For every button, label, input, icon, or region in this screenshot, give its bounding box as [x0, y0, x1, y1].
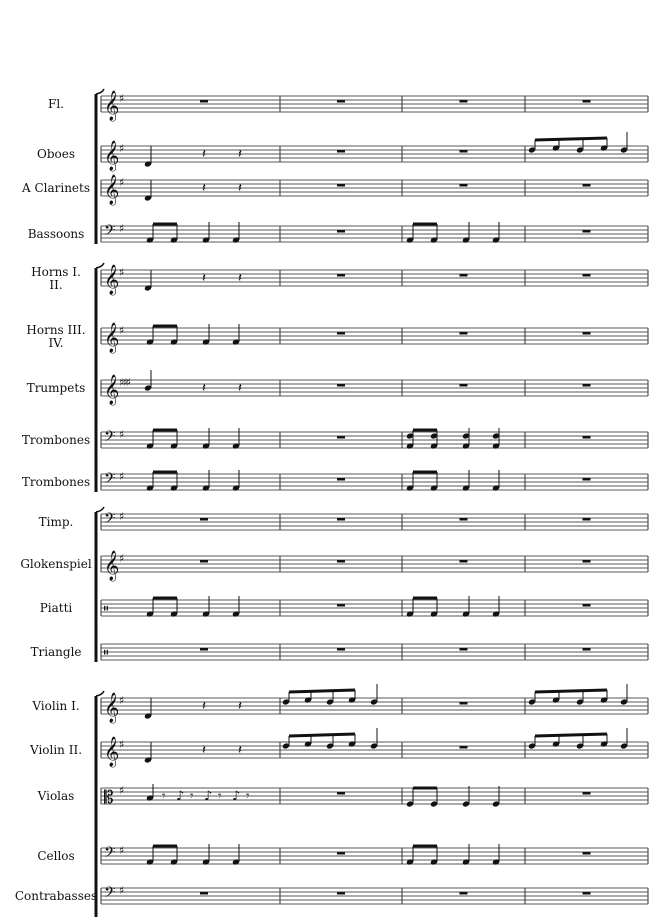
key-signature: ♯ — [119, 470, 123, 483]
instrument-label: Bassoons — [27, 227, 85, 241]
quarter-rest: 𝄽 — [202, 271, 206, 286]
key-signature: ♯ — [119, 884, 123, 897]
eighth-figure: ♪ — [176, 789, 185, 804]
clef-bass: 𝄢 — [104, 428, 116, 449]
clef-treble: 𝄞 — [104, 323, 120, 353]
whole-rest — [583, 274, 591, 277]
instrument-label: Horns I. — [31, 265, 81, 279]
whole-rest — [460, 332, 468, 335]
staff — [101, 222, 648, 243]
quarter-rest: 𝄽 — [202, 381, 206, 396]
quarter-rest: 𝄽 — [202, 699, 206, 714]
clef-percussion: 𝄥 — [104, 646, 108, 661]
clef-treble: 𝄞 — [104, 737, 120, 767]
whole-rest — [337, 384, 345, 387]
whole-rest — [337, 184, 345, 187]
whole-rest — [200, 560, 208, 563]
instrument-label: Glokenspiel — [20, 557, 92, 571]
instrument-label-line2: IV. — [48, 336, 64, 350]
clef-bass: 𝄢 — [104, 470, 116, 491]
clef-treble: 𝄞 — [104, 91, 120, 121]
whole-rest — [460, 384, 468, 387]
clef-treble: 𝄞 — [104, 551, 120, 581]
clef-bass: 𝄢 — [104, 844, 116, 865]
whole-rest — [583, 648, 591, 651]
quarter-rest: 𝄽 — [238, 147, 242, 162]
instrument-label: Cellos — [37, 849, 75, 863]
staff — [101, 374, 648, 406]
quarter-rest: 𝄽 — [238, 699, 242, 714]
key-signature: ♯ — [119, 844, 123, 857]
quarter-rest: 𝄽 — [238, 381, 242, 396]
quarter-rest: 𝄽 — [202, 181, 206, 196]
notes — [144, 100, 628, 895]
key-signature: ♯ — [119, 552, 123, 565]
key-signature: ♯ — [119, 738, 123, 751]
quarter-rest: 𝄽 — [238, 271, 242, 286]
key-signature: ♯ — [119, 142, 123, 155]
whole-rest — [200, 648, 208, 651]
staff — [101, 736, 648, 768]
staff — [101, 140, 648, 172]
bracket-hook — [96, 89, 104, 94]
key-signature: ♯ — [119, 784, 123, 797]
key-signature: ♯ — [119, 266, 123, 279]
beam — [289, 734, 355, 736]
instrument-label: A Clarinets — [21, 181, 91, 195]
clef-treble: 𝄞 — [104, 175, 120, 205]
eighth-figure: 𝄾 — [190, 789, 194, 804]
eighth-figure: 𝄾 — [218, 789, 222, 804]
whole-rest — [583, 184, 591, 187]
clef-alto: 𝄡 — [104, 788, 114, 808]
instrument-labels — [15, 97, 97, 903]
instrument-label: Violin I. — [32, 699, 80, 713]
whole-rest — [583, 604, 591, 607]
staff — [101, 692, 648, 724]
whole-rest — [583, 436, 591, 439]
bracket-hook — [96, 691, 104, 696]
key-signature: ♯ — [119, 428, 123, 441]
whole-rest — [337, 274, 345, 277]
eighth-figure: 𝄾 — [246, 789, 250, 804]
instrument-label: Trombones — [21, 475, 91, 489]
instrument-label: Fl. — [48, 97, 64, 111]
key-signature: ♯ — [119, 222, 123, 235]
beam — [535, 138, 607, 140]
group-brackets — [96, 89, 104, 917]
whole-rest — [583, 230, 591, 233]
staff — [101, 600, 648, 617]
staff — [101, 844, 648, 865]
whole-rest — [337, 604, 345, 607]
whole-rest — [583, 332, 591, 335]
eighth-figure: ♪ — [204, 789, 213, 804]
whole-rest — [460, 702, 468, 705]
whole-rest — [583, 384, 591, 387]
whole-rest — [583, 892, 591, 895]
staff — [101, 428, 648, 449]
staff — [101, 90, 648, 122]
whole-rest — [337, 648, 345, 651]
instrument-label: Horns III. — [26, 323, 86, 337]
instrument-label: Oboes — [36, 147, 76, 161]
whole-rest — [337, 230, 345, 233]
whole-rest — [460, 560, 468, 563]
beam — [289, 690, 355, 692]
clef-bass: 𝄢 — [104, 510, 116, 531]
beam — [535, 734, 607, 736]
whole-rest — [337, 100, 345, 103]
quarter-rest: 𝄽 — [238, 181, 242, 196]
whole-rest — [337, 892, 345, 895]
staff — [101, 264, 648, 296]
whole-rest — [460, 518, 468, 521]
eighth-figure: ♪ — [232, 789, 241, 804]
clef-treble: 𝄞 — [104, 265, 120, 295]
whole-rest — [337, 150, 345, 153]
staff — [101, 174, 648, 206]
whole-rest — [583, 792, 591, 795]
whole-rest — [460, 100, 468, 103]
staff — [101, 470, 648, 491]
staff — [101, 550, 648, 582]
whole-rest — [583, 560, 591, 563]
clef-percussion: 𝄥 — [104, 602, 108, 617]
whole-rest — [337, 436, 345, 439]
whole-rest — [200, 100, 208, 103]
clef-treble: 𝄞 — [104, 693, 120, 723]
instrument-label: Violas — [37, 789, 75, 803]
key-signature: ♯ — [119, 92, 123, 105]
key-signature: ♯ — [119, 176, 123, 189]
whole-rest — [337, 332, 345, 335]
clef-bass: 𝄢 — [104, 222, 116, 243]
instrument-label-line2: II. — [49, 278, 63, 292]
whole-rest — [337, 792, 345, 795]
whole-rest — [460, 274, 468, 277]
key-signature: ♯ — [119, 324, 123, 337]
quarter-rest: 𝄽 — [238, 743, 242, 758]
quarter-rest: 𝄽 — [202, 743, 206, 758]
clef-treble: 𝄞 — [104, 375, 120, 405]
whole-rest — [583, 852, 591, 855]
beam — [535, 690, 607, 692]
clef-treble: 𝄞 — [104, 141, 120, 171]
whole-rest — [460, 746, 468, 749]
bracket-hook — [96, 263, 104, 268]
staff — [101, 510, 648, 531]
instrument-label: Piatti — [39, 601, 73, 615]
whole-rest — [200, 518, 208, 521]
staff — [101, 644, 648, 661]
whole-rest — [337, 560, 345, 563]
whole-rest — [460, 892, 468, 895]
staves — [101, 90, 648, 905]
whole-rest — [337, 852, 345, 855]
whole-rest — [460, 648, 468, 651]
clef-bass: 𝄢 — [104, 884, 116, 905]
whole-rest — [460, 184, 468, 187]
key-signature: ♯ — [119, 510, 123, 523]
key-signature: ♯ — [119, 694, 123, 707]
whole-rest — [460, 150, 468, 153]
quarter-rest: 𝄽 — [202, 147, 206, 162]
instrument-label: Triangle — [30, 645, 82, 659]
instrument-label: Violin II. — [29, 743, 83, 757]
staff — [101, 884, 648, 905]
whole-rest — [583, 518, 591, 521]
instrument-label: Timp. — [38, 515, 74, 529]
instrument-label: Contrabasses — [14, 889, 98, 903]
instrument-label: Trombones — [21, 433, 91, 447]
bracket-hook — [96, 507, 104, 512]
instrument-label: Trumpets — [26, 381, 86, 395]
whole-rest — [583, 478, 591, 481]
whole-rest — [337, 478, 345, 481]
eighth-figure: 𝄾 — [162, 789, 166, 804]
staff — [101, 322, 648, 354]
whole-rest — [200, 892, 208, 895]
key-signature: ♯♯♯ — [119, 376, 129, 389]
whole-rest — [583, 100, 591, 103]
whole-rest — [337, 518, 345, 521]
